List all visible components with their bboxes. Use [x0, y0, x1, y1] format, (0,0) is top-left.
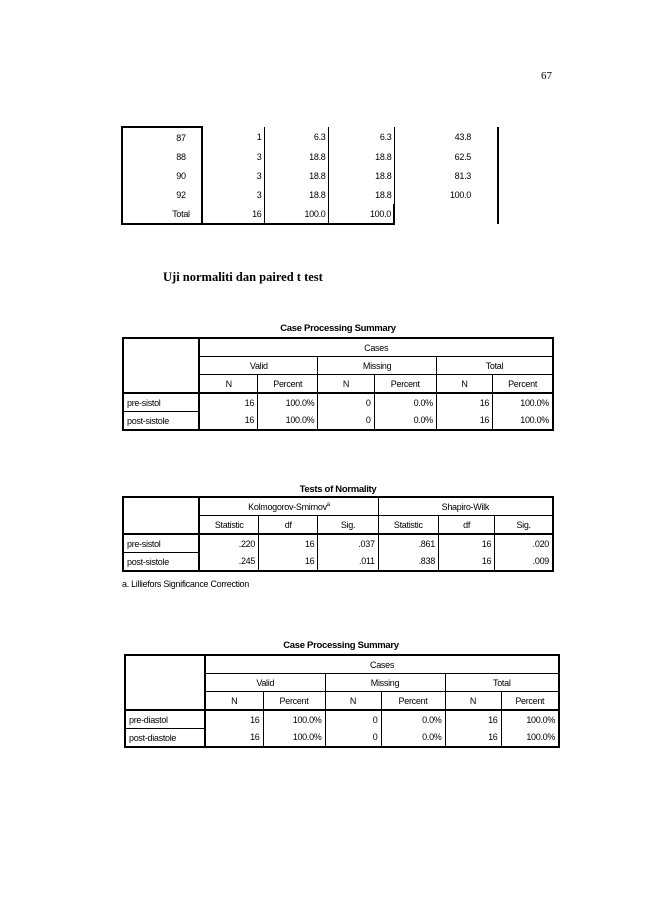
- column-header: Sig.: [495, 516, 553, 535]
- footnote-marker: a: [326, 501, 330, 508]
- row-label: pre-sistol: [123, 393, 199, 412]
- group-header-kolmogorov-smirnov: [199, 497, 378, 516]
- page-number: 67: [541, 70, 552, 82]
- group-header-valid: Valid: [205, 674, 325, 692]
- freq-percent: 18.8: [264, 185, 328, 204]
- row-label: post-sistole: [123, 412, 199, 431]
- table-cell: 0: [318, 412, 374, 431]
- case-processing-summary-table: [124, 654, 560, 748]
- table-cell: 16: [438, 553, 494, 572]
- cases-header: Cases: [205, 655, 559, 674]
- table-row: [122, 147, 498, 166]
- corner-cell: [123, 497, 199, 534]
- corner-cell: [125, 655, 205, 710]
- group-header-total: Total: [436, 357, 553, 375]
- table-cell: .861: [378, 534, 438, 553]
- table-cell: 100.0%: [263, 729, 325, 748]
- column-header: N: [205, 692, 263, 711]
- table-cell: 16: [199, 412, 257, 431]
- group-header-missing: Missing: [318, 357, 437, 375]
- freq-frequency: 3: [202, 147, 264, 166]
- freq-value: 88: [122, 147, 202, 166]
- table-cell: 0: [325, 729, 381, 748]
- table-cell: 100.0%: [258, 412, 318, 431]
- table-cell: 16: [445, 710, 501, 729]
- table-cell: 0.0%: [381, 729, 445, 748]
- table-cell: 100.0%: [526, 732, 556, 743]
- table-cell: .838: [378, 553, 438, 572]
- table-title: Tests of Normality: [299, 484, 377, 495]
- freq-frequency: 3: [202, 166, 264, 185]
- table-row: [122, 127, 498, 147]
- group-label: Kolmogorov-Smirnov: [248, 501, 327, 512]
- table-cell: 16: [445, 729, 501, 748]
- freq-valid-percent: 18.8: [328, 147, 394, 166]
- column-header: N: [318, 375, 374, 394]
- table-cell: 0.0%: [374, 393, 436, 412]
- table-row: [125, 729, 559, 748]
- table-row: [122, 185, 498, 204]
- column-header: df: [438, 516, 494, 535]
- table-cell: 100.0%: [263, 710, 325, 729]
- table-title: Case Processing Summary: [280, 323, 396, 334]
- table-cell: 16: [259, 553, 318, 572]
- freq-cumulative-percent: [394, 204, 498, 224]
- column-header: Percent: [501, 692, 559, 711]
- table-row: [125, 710, 559, 729]
- column-header: N: [199, 375, 257, 394]
- table-row: [123, 534, 553, 553]
- table-row: [123, 412, 553, 431]
- table-cell: 0.0%: [381, 710, 445, 729]
- table-cell: 16: [436, 393, 492, 412]
- frequency-table: [121, 126, 499, 225]
- group-header-valid: Valid: [199, 357, 318, 375]
- group-header-total: Total: [445, 674, 559, 692]
- row-label: post-sistole: [123, 553, 199, 572]
- table-cell: 16: [436, 412, 492, 431]
- freq-value: Total: [122, 204, 202, 224]
- column-header: N: [445, 692, 501, 711]
- table-cell: 0: [325, 710, 381, 729]
- freq-frequency: 16: [202, 204, 264, 224]
- corner-cell: [123, 338, 199, 393]
- section-heading: Uji normaliti dan paired t test: [163, 270, 323, 284]
- column-header: Percent: [258, 375, 318, 394]
- table-row: [123, 393, 553, 412]
- freq-percent: 18.8: [264, 147, 328, 166]
- freq-percent: 18.8: [264, 166, 328, 185]
- freq-valid-percent: 18.8: [328, 185, 394, 204]
- freq-valid-percent: 100.0: [328, 204, 394, 224]
- table-cell: .220: [199, 534, 258, 553]
- table-cell: 100.0%: [520, 397, 549, 408]
- table-cell: .037: [318, 534, 378, 553]
- group-header-missing: Missing: [325, 674, 445, 692]
- freq-frequency: 3: [202, 185, 264, 204]
- freq-cumulative-percent: 100.0: [394, 185, 498, 204]
- table-title: Case Processing Summary: [283, 640, 399, 651]
- table-cell: 16: [205, 710, 263, 729]
- freq-value: 92: [122, 185, 202, 204]
- column-header: Statistic: [199, 516, 258, 535]
- freq-frequency: 1: [202, 127, 264, 147]
- table-cell: 100.0%: [520, 415, 549, 426]
- column-header: N: [325, 692, 381, 711]
- freq-valid-percent: 6.3: [328, 127, 394, 147]
- column-header: Percent: [493, 375, 553, 394]
- row-label: pre-diastol: [125, 710, 205, 729]
- freq-cumulative-percent: 43.8: [394, 127, 498, 147]
- freq-cumulative-percent: 62.5: [394, 147, 498, 166]
- column-header: Sig.: [318, 516, 378, 535]
- freq-cumulative-percent: 81.3: [394, 166, 498, 185]
- table-cell: 16: [205, 729, 263, 748]
- table-row: [123, 553, 553, 572]
- row-label: post-diastole: [125, 729, 205, 748]
- table-cell: .020: [532, 538, 549, 549]
- column-header: N: [436, 375, 492, 394]
- case-processing-summary-table: [122, 337, 554, 431]
- table-row: [122, 166, 498, 185]
- freq-value: 90: [122, 166, 202, 185]
- column-header: df: [259, 516, 318, 535]
- table-cell: 16: [199, 393, 257, 412]
- table-cell: 0.0%: [374, 412, 436, 431]
- freq-value: 87: [122, 127, 202, 147]
- table-cell: 100.0%: [258, 393, 318, 412]
- row-label: pre-sistol: [123, 534, 199, 553]
- table-cell: 16: [438, 534, 494, 553]
- freq-percent: 100.0: [264, 204, 328, 224]
- table-cell: 100.0%: [526, 714, 556, 725]
- table-cell: .245: [199, 553, 258, 572]
- table-row: [122, 204, 498, 224]
- table-cell: 16: [259, 534, 318, 553]
- table-cell: 0: [318, 393, 374, 412]
- table-cell: .011: [318, 553, 378, 572]
- column-header: Percent: [381, 692, 445, 711]
- table-cell: .009: [532, 556, 549, 567]
- tests-of-normality-table: [122, 496, 554, 572]
- column-header: Percent: [263, 692, 325, 711]
- group-header-shapiro-wilk: Shapiro-Wilk: [378, 497, 553, 516]
- footnote: a. Lilliefors Significance Correction: [122, 579, 249, 589]
- column-header: Statistic: [378, 516, 438, 535]
- cases-header: Cases: [199, 338, 553, 357]
- column-header: Percent: [374, 375, 436, 394]
- freq-valid-percent: 18.8: [328, 166, 394, 185]
- freq-percent: 6.3: [264, 127, 328, 147]
